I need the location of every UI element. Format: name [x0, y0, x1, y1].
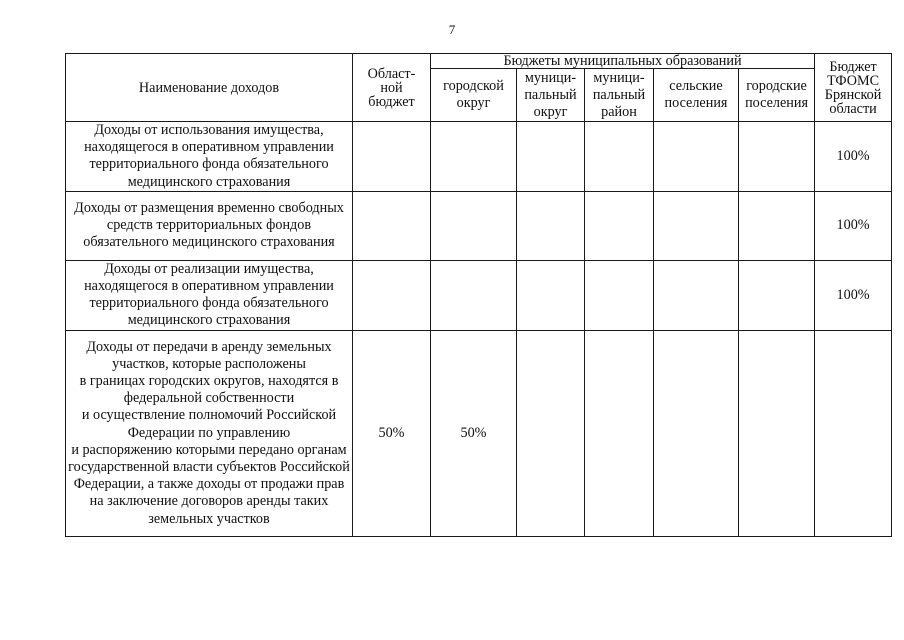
- header-municipal-okrug: муници- пальный округ: [517, 69, 585, 122]
- revenue-name: Доходы от реализации имущества, находящегося в оперативном управлении территориального фонда обязательного медицинского страхования: [66, 260, 353, 330]
- revenue-name: Доходы от передачи в аренду земельных участков, которые расположены в границах городских округов, находятся в федеральной собственности и осуществление полномочий Российской Федерации по управлению и распоряжению которыми передано органам государственной власти субъектов Российской Федерации, а также доходы от продажи прав на заключение договоров аренды таких земельных участков: [66, 330, 353, 536]
- urban-share: [739, 191, 815, 260]
- tfoms-share: 100%: [815, 122, 892, 192]
- header-municipal-budgets: Бюджеты муниципальных образований: [431, 54, 815, 69]
- city-district-share: 50%: [431, 330, 517, 536]
- header-tfoms-budget: Бюджет ТФОМС Брянской области: [815, 54, 892, 122]
- urban-share: [739, 260, 815, 330]
- header-urban-settlements: городские поселения: [739, 69, 815, 122]
- rural-share: [654, 122, 739, 192]
- header-revenue-name: Наименование доходов: [66, 54, 353, 122]
- city-district-share: [431, 191, 517, 260]
- regional-share: [353, 122, 431, 192]
- rural-share: [654, 260, 739, 330]
- header-regional-budget: Област- ной бюджет: [353, 54, 431, 122]
- city-district-share: [431, 260, 517, 330]
- tfoms-share: [815, 330, 892, 536]
- municipal-raion-share: [585, 191, 654, 260]
- table-row: [66, 260, 892, 330]
- municipal-okrug-share: [517, 330, 585, 536]
- regional-share: [353, 191, 431, 260]
- municipal-raion-share: [585, 330, 654, 536]
- revenue-name: Доходы от использования имущества, находящегося в оперативном управлении территориального фонда обязательного медицинского страхования: [66, 122, 353, 192]
- table-row: [66, 191, 892, 260]
- tfoms-share: 100%: [815, 191, 892, 260]
- urban-share: [739, 330, 815, 536]
- rural-share: [654, 191, 739, 260]
- regional-share: [353, 260, 431, 330]
- municipal-okrug-share: [517, 260, 585, 330]
- revenue-name: Доходы от размещения временно свободных средств территориальных фондов обязательного медицинского страхования: [66, 191, 353, 260]
- city-district-share: [431, 122, 517, 192]
- rural-share: [654, 330, 739, 536]
- table-row: [66, 330, 892, 536]
- header-city-district: городской округ: [431, 69, 517, 122]
- revenue-distribution-table: [65, 53, 892, 537]
- municipal-okrug-share: [517, 191, 585, 260]
- regional-share: 50%: [353, 330, 431, 536]
- municipal-raion-share: [585, 260, 654, 330]
- municipal-okrug-share: [517, 122, 585, 192]
- urban-share: [739, 122, 815, 192]
- tfoms-share: 100%: [815, 260, 892, 330]
- header-rural-settlements: сельские поселения: [654, 69, 739, 122]
- header-municipal-raion: муници- пальный район: [585, 69, 654, 122]
- table-row: [66, 122, 892, 192]
- page-number: 7: [448, 22, 456, 37]
- municipal-raion-share: [585, 122, 654, 192]
